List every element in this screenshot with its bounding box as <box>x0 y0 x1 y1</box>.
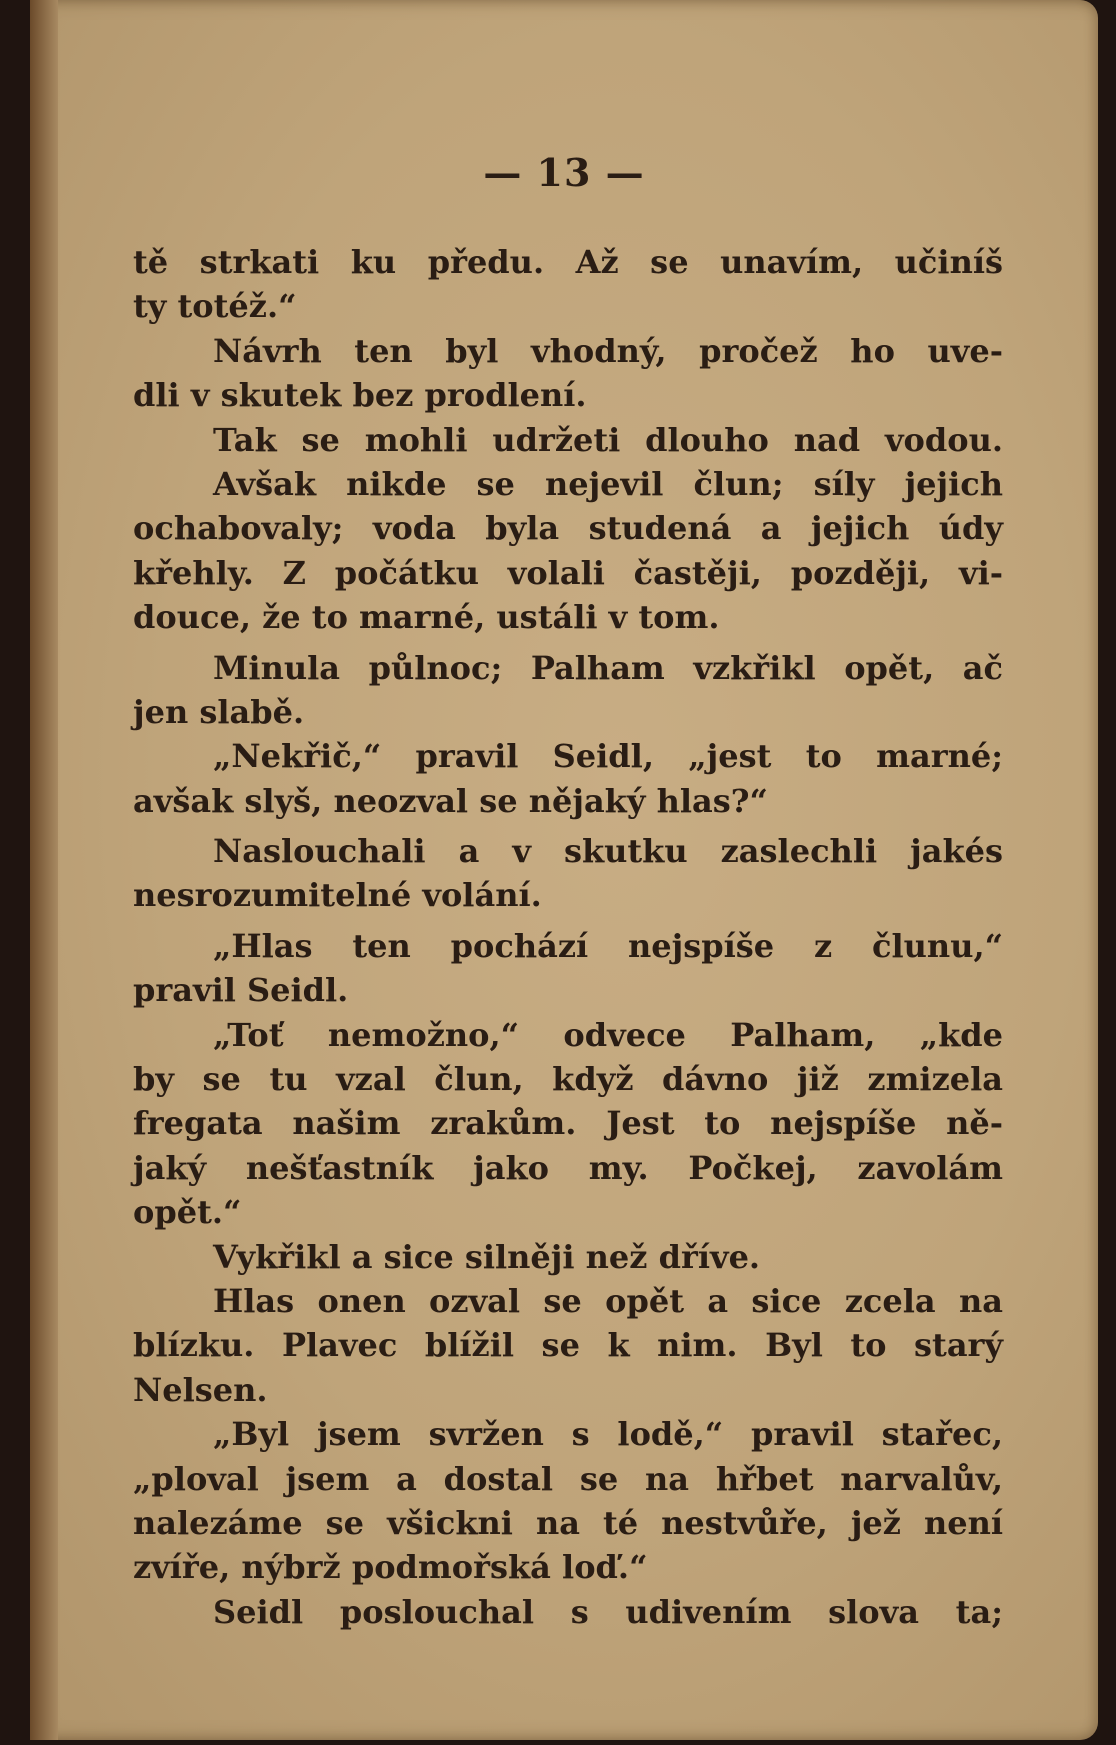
body-text <box>133 240 1003 1634</box>
text-line: ty totéž.“ <box>133 287 297 326</box>
text-line: dli v skutek bez prodlení. <box>133 376 587 415</box>
text-line: „ploval jsem a dostal se na hřbet narvalův, <box>133 1459 1003 1498</box>
text-line: pravil Seidl. <box>133 971 349 1010</box>
text-line: jen slabě. <box>133 692 305 731</box>
text-line: jaký nešťastník jako my. Počkej, zavolám <box>133 1148 1003 1187</box>
text-line: Návrh ten byl vhodný, pročež ho uve- <box>213 331 1003 370</box>
text-line: avšak slyš, neozval se nějaký hlas?“ <box>133 781 768 820</box>
text-line: „Byl jsem svržen s lodě,“ pravil stařec, <box>213 1415 1003 1454</box>
text-line: křehly. Z počátku volali častěji, později, vi- <box>133 553 1003 592</box>
text-line: fregata našim zrakům. Jest to nejspíše ně- <box>133 1104 1003 1143</box>
text-line: Naslouchali a v skutku zaslechli jakés <box>213 832 1003 871</box>
text-line: Seidl poslouchal s udivením slova ta; <box>213 1592 1003 1631</box>
page-number: — 13 — <box>483 150 645 195</box>
text-line: Nelsen. <box>133 1370 268 1409</box>
text-line: Avšak nikde se nejevil člun; síly jejich <box>213 464 1003 503</box>
text-line: „Nekřič,“ pravil Seidl, „jest to marné; <box>213 737 1003 776</box>
text-line: „Toť nemožno,“ odvece Palham, „kde <box>213 1015 1003 1054</box>
text-line: Vykřikl a sice silněji než dříve. <box>213 1237 761 1276</box>
text-line: nesrozumitelné volání. <box>133 876 542 915</box>
text-line: Tak se mohli udržeti dlouho nad vodou. <box>213 420 1003 459</box>
page-gutter <box>30 0 58 1740</box>
text-line: blízku. Plavec blížil se k nim. Byl to starý <box>133 1326 1003 1365</box>
text-line: ochabovaly; voda byla studená a jejich údy <box>133 509 1003 548</box>
text-line: by se tu vzal člun, když dávno již zmizela <box>133 1060 1003 1099</box>
text-line: opět.“ <box>133 1193 242 1232</box>
text-line: „Hlas ten pochází nejspíše z člunu,“ <box>213 926 1003 965</box>
book-page <box>30 0 1098 1740</box>
text-line: zvíře, nýbrž podmořská loď.“ <box>133 1548 648 1587</box>
text-line: Minula půlnoc; Palham vzkřikl opět, ač <box>213 648 1003 687</box>
text-line: tě strkati ku předu. Až se unavím, učiníš <box>133 243 1003 281</box>
text-line: douce, že to marné, ustáli v tom. <box>133 598 720 637</box>
text-line: Hlas onen ozval se opět a sice zcela na <box>213 1281 1003 1320</box>
text-line: nalezáme se všickni na té nestvůře, jež není <box>133 1503 1003 1542</box>
